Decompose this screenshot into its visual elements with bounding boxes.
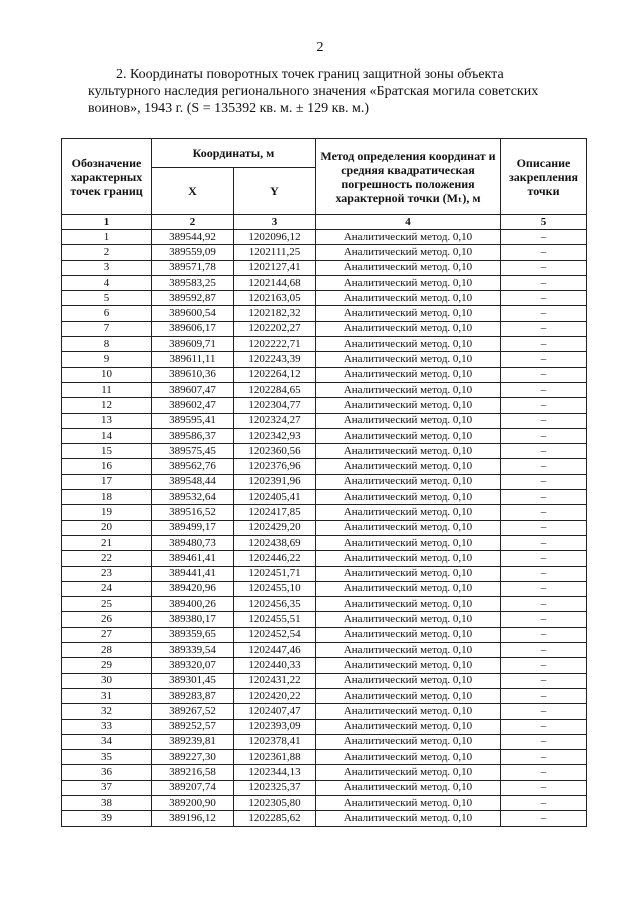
table-row xyxy=(62,688,587,703)
x-coordinate-cell: 389200,90 xyxy=(152,795,234,810)
column-number: 3 xyxy=(234,215,316,230)
y-coordinate-cell: 1202455,10 xyxy=(234,581,316,596)
table-row xyxy=(62,658,587,673)
y-coordinate-cell: 1202361,88 xyxy=(234,750,316,765)
y-coordinate-cell: 1202304,77 xyxy=(234,398,316,413)
x-coordinate-cell: 389559,09 xyxy=(152,245,234,260)
point-number-cell: 23 xyxy=(62,566,152,581)
point-number-cell: 34 xyxy=(62,734,152,749)
method-cell: Аналитический метод. 0,10 xyxy=(316,306,501,321)
y-coordinate-cell: 1202455,51 xyxy=(234,612,316,627)
table-row xyxy=(62,719,587,734)
heading-line-1: 2. Координаты поворотных точек границ защитной зоны объекта xyxy=(116,67,504,82)
y-coordinate-cell: 1202144,68 xyxy=(234,275,316,290)
point-number-cell: 10 xyxy=(62,367,152,382)
description-cell: – xyxy=(501,337,587,352)
point-number-cell: 32 xyxy=(62,704,152,719)
point-number-cell: 36 xyxy=(62,765,152,780)
method-cell: Аналитический метод. 0,10 xyxy=(316,688,501,703)
method-cell: Аналитический метод. 0,10 xyxy=(316,367,501,382)
description-cell: – xyxy=(501,459,587,474)
x-coordinate-cell: 389227,30 xyxy=(152,750,234,765)
table-row xyxy=(62,275,587,290)
description-cell: – xyxy=(501,398,587,413)
method-cell: Аналитический метод. 0,10 xyxy=(316,352,501,367)
method-cell: Аналитический метод. 0,10 xyxy=(316,520,501,535)
point-number-cell: 19 xyxy=(62,505,152,520)
point-number-cell: 38 xyxy=(62,795,152,810)
description-cell: – xyxy=(501,673,587,688)
description-cell: – xyxy=(501,520,587,535)
heading-line-3: воинов», 1943 г. (S = 135392 кв. м. ± 129 кв. м.) xyxy=(88,101,370,116)
table-row xyxy=(62,551,587,566)
method-cell: Аналитический метод. 0,10 xyxy=(316,566,501,581)
y-coordinate-cell: 1202111,25 xyxy=(234,245,316,260)
table-row xyxy=(62,643,587,658)
description-cell: – xyxy=(501,291,587,306)
method-cell: Аналитический метод. 0,10 xyxy=(316,321,501,336)
method-cell: Аналитический метод. 0,10 xyxy=(316,413,501,428)
description-cell: – xyxy=(501,597,587,612)
point-number-cell: 5 xyxy=(62,291,152,306)
point-number-cell: 8 xyxy=(62,337,152,352)
point-number-cell: 18 xyxy=(62,490,152,505)
description-cell: – xyxy=(501,719,587,734)
table-row xyxy=(62,474,587,489)
x-coordinate-cell: 389548,44 xyxy=(152,474,234,489)
table-row xyxy=(62,734,587,749)
description-cell: – xyxy=(501,612,587,627)
point-number-cell: 26 xyxy=(62,612,152,627)
point-number-cell: 33 xyxy=(62,719,152,734)
header-y: Y xyxy=(234,168,316,215)
point-number-cell: 1 xyxy=(62,230,152,245)
x-coordinate-cell: 389606,17 xyxy=(152,321,234,336)
x-coordinate-cell: 389602,47 xyxy=(152,398,234,413)
x-coordinate-cell: 389610,36 xyxy=(152,367,234,382)
table-row xyxy=(62,291,587,306)
point-number-cell: 31 xyxy=(62,688,152,703)
point-number-cell: 15 xyxy=(62,444,152,459)
description-cell: – xyxy=(501,275,587,290)
method-cell: Аналитический метод. 0,10 xyxy=(316,428,501,443)
table-row xyxy=(62,337,587,352)
table-row xyxy=(62,444,587,459)
point-number-cell: 39 xyxy=(62,811,152,826)
y-coordinate-cell: 1202096,12 xyxy=(234,230,316,245)
description-cell: – xyxy=(501,367,587,382)
method-cell: Аналитический метод. 0,10 xyxy=(316,291,501,306)
table-row xyxy=(62,627,587,642)
x-coordinate-cell: 389339,54 xyxy=(152,643,234,658)
method-cell: Аналитический метод. 0,10 xyxy=(316,719,501,734)
y-coordinate-cell: 1202451,71 xyxy=(234,566,316,581)
point-number-cell: 22 xyxy=(62,551,152,566)
description-cell: – xyxy=(501,428,587,443)
description-cell: – xyxy=(501,321,587,336)
description-cell: – xyxy=(501,490,587,505)
description-cell: – xyxy=(501,551,587,566)
y-coordinate-cell: 1202420,22 xyxy=(234,688,316,703)
y-coordinate-cell: 1202284,65 xyxy=(234,382,316,397)
x-coordinate-cell: 389544,92 xyxy=(152,230,234,245)
y-coordinate-cell: 1202163,05 xyxy=(234,291,316,306)
description-cell: – xyxy=(501,643,587,658)
description-cell: – xyxy=(501,566,587,581)
table-row xyxy=(62,597,587,612)
column-number: 2 xyxy=(152,215,234,230)
table-row xyxy=(62,490,587,505)
x-coordinate-cell: 389207,74 xyxy=(152,780,234,795)
y-coordinate-cell: 1202393,09 xyxy=(234,719,316,734)
x-coordinate-cell: 389600,54 xyxy=(152,306,234,321)
x-coordinate-cell: 389380,17 xyxy=(152,612,234,627)
y-coordinate-cell: 1202222,71 xyxy=(234,337,316,352)
y-coordinate-cell: 1202264,12 xyxy=(234,367,316,382)
point-number-cell: 28 xyxy=(62,643,152,658)
table-row xyxy=(62,230,587,245)
column-number: 1 xyxy=(62,215,152,230)
point-number-cell: 30 xyxy=(62,673,152,688)
table-row xyxy=(62,428,587,443)
header-coordinates: Координаты, м xyxy=(152,139,316,168)
x-coordinate-cell: 389252,57 xyxy=(152,719,234,734)
description-cell: – xyxy=(501,260,587,275)
table-row xyxy=(62,459,587,474)
description-cell: – xyxy=(501,413,587,428)
x-coordinate-cell: 389461,41 xyxy=(152,551,234,566)
x-coordinate-cell: 389583,25 xyxy=(152,275,234,290)
y-coordinate-cell: 1202360,56 xyxy=(234,444,316,459)
table-row xyxy=(62,795,587,810)
y-coordinate-cell: 1202127,41 xyxy=(234,260,316,275)
description-cell: – xyxy=(501,704,587,719)
y-coordinate-cell: 1202447,46 xyxy=(234,643,316,658)
table-row xyxy=(62,367,587,382)
y-coordinate-cell: 1202243,39 xyxy=(234,352,316,367)
point-number-cell: 16 xyxy=(62,459,152,474)
x-coordinate-cell: 389239,81 xyxy=(152,734,234,749)
method-cell: Аналитический метод. 0,10 xyxy=(316,658,501,673)
point-number-cell: 35 xyxy=(62,750,152,765)
table-row xyxy=(62,505,587,520)
y-coordinate-cell: 1202446,22 xyxy=(234,551,316,566)
method-cell: Аналитический метод. 0,10 xyxy=(316,474,501,489)
table-row xyxy=(62,811,587,826)
table-row xyxy=(62,245,587,260)
method-cell: Аналитический метод. 0,10 xyxy=(316,275,501,290)
y-coordinate-cell: 1202325,37 xyxy=(234,780,316,795)
description-cell: – xyxy=(501,658,587,673)
x-coordinate-cell: 389196,12 xyxy=(152,811,234,826)
description-cell: – xyxy=(501,780,587,795)
method-cell: Аналитический метод. 0,10 xyxy=(316,551,501,566)
description-cell: – xyxy=(501,505,587,520)
y-coordinate-cell: 1202342,93 xyxy=(234,428,316,443)
section-heading xyxy=(88,66,584,117)
x-coordinate-cell: 389216,58 xyxy=(152,765,234,780)
table-row xyxy=(62,750,587,765)
x-coordinate-cell: 389595,41 xyxy=(152,413,234,428)
table-row xyxy=(62,765,587,780)
y-coordinate-cell: 1202376,96 xyxy=(234,459,316,474)
x-coordinate-cell: 389267,52 xyxy=(152,704,234,719)
x-coordinate-cell: 389532,64 xyxy=(152,490,234,505)
header-method: Метод определения координат и средняя квадратическая погрешность положения характерной точки (Mₜ), м xyxy=(316,139,501,215)
method-cell: Аналитический метод. 0,10 xyxy=(316,260,501,275)
method-cell: Аналитический метод. 0,10 xyxy=(316,643,501,658)
y-coordinate-cell: 1202285,62 xyxy=(234,811,316,826)
point-number-cell: 3 xyxy=(62,260,152,275)
description-cell: – xyxy=(501,795,587,810)
description-cell: – xyxy=(501,750,587,765)
point-number-cell: 37 xyxy=(62,780,152,795)
description-cell: – xyxy=(501,306,587,321)
description-cell: – xyxy=(501,382,587,397)
method-cell: Аналитический метод. 0,10 xyxy=(316,245,501,260)
method-cell: Аналитический метод. 0,10 xyxy=(316,490,501,505)
x-coordinate-cell: 389320,07 xyxy=(152,658,234,673)
table-row xyxy=(62,780,587,795)
heading-line-2: культурного наследия регионального значения «Братская могила советских xyxy=(88,84,539,99)
table-row xyxy=(62,673,587,688)
y-coordinate-cell: 1202417,85 xyxy=(234,505,316,520)
x-coordinate-cell: 389611,11 xyxy=(152,352,234,367)
method-cell: Аналитический метод. 0,10 xyxy=(316,795,501,810)
table-row xyxy=(62,520,587,535)
description-cell: – xyxy=(501,444,587,459)
method-cell: Аналитический метод. 0,10 xyxy=(316,750,501,765)
point-number-cell: 20 xyxy=(62,520,152,535)
header-description: Описание закрепления точки xyxy=(501,139,587,215)
description-cell: – xyxy=(501,811,587,826)
method-cell: Аналитический метод. 0,10 xyxy=(316,230,501,245)
y-coordinate-cell: 1202391,96 xyxy=(234,474,316,489)
y-coordinate-cell: 1202305,80 xyxy=(234,795,316,810)
point-number-cell: 17 xyxy=(62,474,152,489)
table-row xyxy=(62,535,587,550)
table-row xyxy=(62,704,587,719)
x-coordinate-cell: 389609,71 xyxy=(152,337,234,352)
table-row xyxy=(62,398,587,413)
x-coordinate-cell: 389575,45 xyxy=(152,444,234,459)
method-cell: Аналитический метод. 0,10 xyxy=(316,627,501,642)
table-row xyxy=(62,352,587,367)
description-cell: – xyxy=(501,765,587,780)
method-cell: Аналитический метод. 0,10 xyxy=(316,459,501,474)
y-coordinate-cell: 1202378,41 xyxy=(234,734,316,749)
x-coordinate-cell: 389499,17 xyxy=(152,520,234,535)
x-coordinate-cell: 389420,96 xyxy=(152,581,234,596)
point-number-cell: 14 xyxy=(62,428,152,443)
method-cell: Аналитический метод. 0,10 xyxy=(316,673,501,688)
table-row xyxy=(62,260,587,275)
y-coordinate-cell: 1202344,13 xyxy=(234,765,316,780)
page-number: 2 xyxy=(316,40,324,55)
coordinates-table xyxy=(61,138,587,827)
y-coordinate-cell: 1202405,41 xyxy=(234,490,316,505)
column-number: 4 xyxy=(316,215,501,230)
table-row xyxy=(62,566,587,581)
method-cell: Аналитический метод. 0,10 xyxy=(316,597,501,612)
method-cell: Аналитический метод. 0,10 xyxy=(316,382,501,397)
method-cell: Аналитический метод. 0,10 xyxy=(316,398,501,413)
description-cell: – xyxy=(501,230,587,245)
y-coordinate-cell: 1202431,22 xyxy=(234,673,316,688)
y-coordinate-cell: 1202456,35 xyxy=(234,597,316,612)
point-number-cell: 2 xyxy=(62,245,152,260)
x-coordinate-cell: 389480,73 xyxy=(152,535,234,550)
x-coordinate-cell: 389516,52 xyxy=(152,505,234,520)
method-cell: Аналитический метод. 0,10 xyxy=(316,734,501,749)
table-row xyxy=(62,581,587,596)
y-coordinate-cell: 1202452,54 xyxy=(234,627,316,642)
point-number-cell: 6 xyxy=(62,306,152,321)
table-row xyxy=(62,321,587,336)
x-coordinate-cell: 389592,87 xyxy=(152,291,234,306)
point-number-cell: 9 xyxy=(62,352,152,367)
x-coordinate-cell: 389441,41 xyxy=(152,566,234,581)
y-coordinate-cell: 1202438,69 xyxy=(234,535,316,550)
point-number-cell: 13 xyxy=(62,413,152,428)
point-number-cell: 7 xyxy=(62,321,152,336)
y-coordinate-cell: 1202440,33 xyxy=(234,658,316,673)
x-coordinate-cell: 389571,78 xyxy=(152,260,234,275)
table-row xyxy=(62,612,587,627)
method-cell: Аналитический метод. 0,10 xyxy=(316,811,501,826)
method-cell: Аналитический метод. 0,10 xyxy=(316,337,501,352)
x-coordinate-cell: 389562,76 xyxy=(152,459,234,474)
y-coordinate-cell: 1202407,47 xyxy=(234,704,316,719)
x-coordinate-cell: 389586,37 xyxy=(152,428,234,443)
point-number-cell: 4 xyxy=(62,275,152,290)
method-cell: Аналитический метод. 0,10 xyxy=(316,704,501,719)
x-coordinate-cell: 389400,26 xyxy=(152,597,234,612)
y-coordinate-cell: 1202202,27 xyxy=(234,321,316,336)
description-cell: – xyxy=(501,627,587,642)
x-coordinate-cell: 389301,45 xyxy=(152,673,234,688)
description-cell: – xyxy=(501,581,587,596)
description-cell: – xyxy=(501,734,587,749)
point-number-cell: 27 xyxy=(62,627,152,642)
method-cell: Аналитический метод. 0,10 xyxy=(316,444,501,459)
table-row xyxy=(62,413,587,428)
table-body xyxy=(62,230,587,827)
x-coordinate-cell: 389359,65 xyxy=(152,627,234,642)
point-number-cell: 24 xyxy=(62,581,152,596)
description-cell: – xyxy=(501,245,587,260)
header-designation: Обозначение характерных точек границ xyxy=(62,139,152,215)
method-cell: Аналитический метод. 0,10 xyxy=(316,765,501,780)
description-cell: – xyxy=(501,535,587,550)
x-coordinate-cell: 389283,87 xyxy=(152,688,234,703)
description-cell: – xyxy=(501,352,587,367)
y-coordinate-cell: 1202324,27 xyxy=(234,413,316,428)
method-cell: Аналитический метод. 0,10 xyxy=(316,505,501,520)
header-x: X xyxy=(152,168,234,215)
method-cell: Аналитический метод. 0,10 xyxy=(316,535,501,550)
method-cell: Аналитический метод. 0,10 xyxy=(316,581,501,596)
point-number-cell: 25 xyxy=(62,597,152,612)
point-number-cell: 12 xyxy=(62,398,152,413)
table-row xyxy=(62,306,587,321)
x-coordinate-cell: 389607,47 xyxy=(152,382,234,397)
table-row xyxy=(62,382,587,397)
y-coordinate-cell: 1202429,20 xyxy=(234,520,316,535)
column-number: 5 xyxy=(501,215,587,230)
description-cell: – xyxy=(501,474,587,489)
method-cell: Аналитический метод. 0,10 xyxy=(316,780,501,795)
method-cell: Аналитический метод. 0,10 xyxy=(316,612,501,627)
description-cell: – xyxy=(501,688,587,703)
point-number-cell: 21 xyxy=(62,535,152,550)
point-number-cell: 11 xyxy=(62,382,152,397)
y-coordinate-cell: 1202182,32 xyxy=(234,306,316,321)
point-number-cell: 29 xyxy=(62,658,152,673)
